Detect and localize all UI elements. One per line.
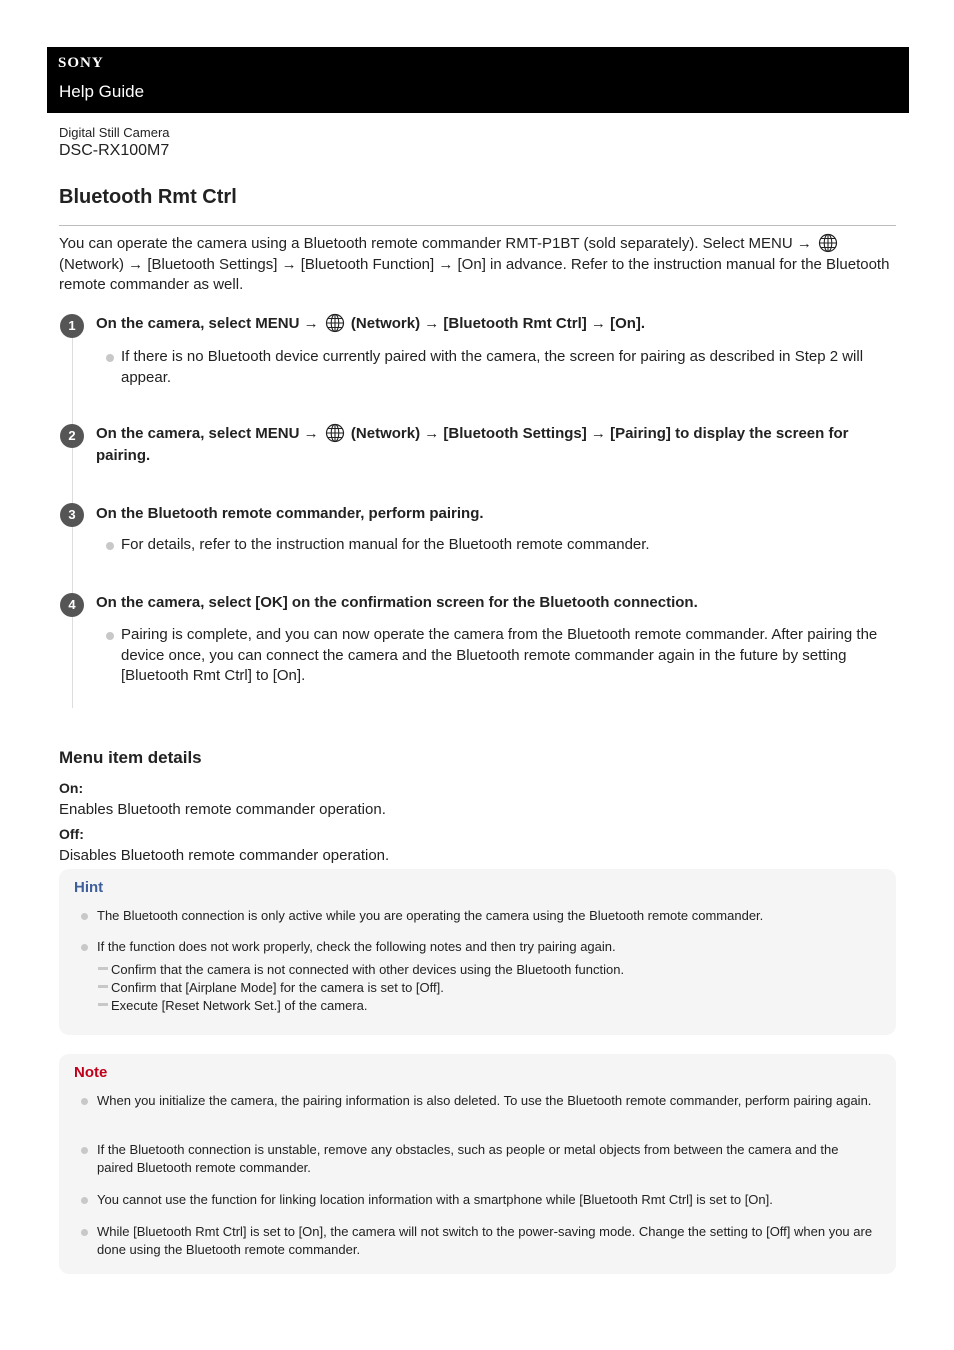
hint-sub-item-text: Execute [Reset Network Set.] of the camera. [111,998,368,1013]
hint-box [59,869,896,1035]
step-2-badge: 2 [60,424,84,448]
hint-sub-item [98,961,624,979]
hint-sub-item-text: Confirm that the camera is not connected with other devices using the Bluetooth function. [111,962,625,977]
sony-logo[interactable]: SONY [58,55,104,71]
step-2-text [96,423,896,466]
step-2-text-b: (Network) → [Bluetooth Settings] → [Pairing] to display the screen for pairing. [96,425,849,464]
title-divider [59,225,896,226]
note-item-text: You cannot use the function for linking location information with a smartphone while [Bluetooth Rmt Ctrl] is set to [On]. [97,1192,773,1207]
hint-item [81,938,876,956]
intro-text-part1: You can operate the camera using a Bluetooth remote commander RMT-P1BT (sold separately). Select MENU → [59,235,812,252]
dash-bullet-icon [98,1003,108,1006]
step-1-badge: 1 [60,314,84,338]
note-title: Note [74,1064,108,1081]
product-model: DSC-RX100M7 [59,142,170,159]
step-3-bullet [106,535,896,556]
term-off: Off: [59,826,84,842]
menu-details-heading: Menu item details [59,748,202,767]
step-1-bullet [106,347,896,388]
circle-bullet-icon [81,1197,88,1204]
hint-item-text: The Bluetooth connection is only active while you are operating the camera using the Bluetooth remote commander. [97,908,764,923]
desc-on: Enables Bluetooth remote commander operation. [59,801,386,818]
hint-item-text: If the function does not work properly, check the following notes and then try pairing again. [97,939,616,954]
note-item-text: While [Bluetooth Rmt Ctrl] is set to [On], the camera will not switch to the power-saving mode. Change the setting to [Off] when you are done using the Bluetooth remote commander. [97,1224,873,1257]
note-item [81,1223,876,1259]
globe-icon [325,423,345,443]
intro-text-part2: (Network) → [Bluetooth Settings] → [Bluetooth Function] → [On] in advance. Refer to the instruction manual for the Bluetooth remote commander as well. [59,255,890,293]
circle-bullet-icon [81,944,88,951]
step-3-bullet-text: For details, refer to the instruction manual for the Bluetooth remote commander. [121,536,650,553]
product-category: Digital Still Camera [59,125,170,140]
step-3-badge: 3 [60,503,84,527]
step-1-text-a: On the camera, select MENU → [96,315,319,332]
note-item [81,1191,876,1209]
step-4-bullet [106,625,896,687]
dash-bullet-icon [98,967,108,970]
note-box [59,1054,896,1274]
intro-paragraph [59,233,895,296]
note-item-text: When you initialize the camera, the pairing information is also deleted. To use the Bluetooth remote commander, perform pairing again. [97,1093,872,1108]
circle-bullet-icon [106,354,114,362]
step-4-text: On the camera, select [OK] on the confirmation screen for the Bluetooth connection. [96,594,698,611]
desc-off: Disables Bluetooth remote commander operation. [59,847,390,864]
step-4-bullet-text: Pairing is complete, and you can now operate the camera from the Bluetooth remote commander. After pairing the device once, you can connect the camera and the Bluetooth remote commander again in the future by setting [Bluetooth Rmt Ctrl] to [On]. [121,626,878,684]
globe-icon [325,313,345,333]
hint-sub-item [98,997,368,1015]
note-item [81,1141,876,1177]
term-on: On: [59,780,84,796]
circle-bullet-icon [81,913,88,920]
site-header [47,47,909,113]
note-item [81,1092,876,1110]
circle-bullet-icon [81,1098,88,1105]
hint-item [81,907,876,925]
hint-sub-item [98,979,444,997]
dash-bullet-icon [98,985,108,988]
circle-bullet-icon [81,1229,88,1236]
circle-bullet-icon [106,632,114,640]
hint-title: Hint [74,879,104,896]
step-4-badge: 4 [60,593,84,617]
step-1-text [96,313,896,335]
page-title: Bluetooth Rmt Ctrl [59,186,237,208]
note-item-text: If the Bluetooth connection is unstable, remove any obstacles, such as people or metal objects from between the camera and the paired Bluetooth remote commander. [97,1142,839,1175]
hint-sub-item-text: Confirm that [Airplane Mode] for the camera is set to [Off]. [111,980,444,995]
globe-icon [818,233,838,253]
circle-bullet-icon [81,1147,88,1154]
step-1-text-b: (Network) → [Bluetooth Rmt Ctrl] → [On]. [350,315,646,332]
circle-bullet-icon [106,542,114,550]
step-2-text-a: On the camera, select MENU → [96,425,319,442]
step-1-bullet-text: If there is no Bluetooth device currently paired with the camera, the screen for pairing as described in Step 2 will appear. [121,348,864,386]
help-guide-link[interactable]: Help Guide [59,82,145,101]
step-3-text: On the Bluetooth remote commander, perform pairing. [96,505,484,522]
